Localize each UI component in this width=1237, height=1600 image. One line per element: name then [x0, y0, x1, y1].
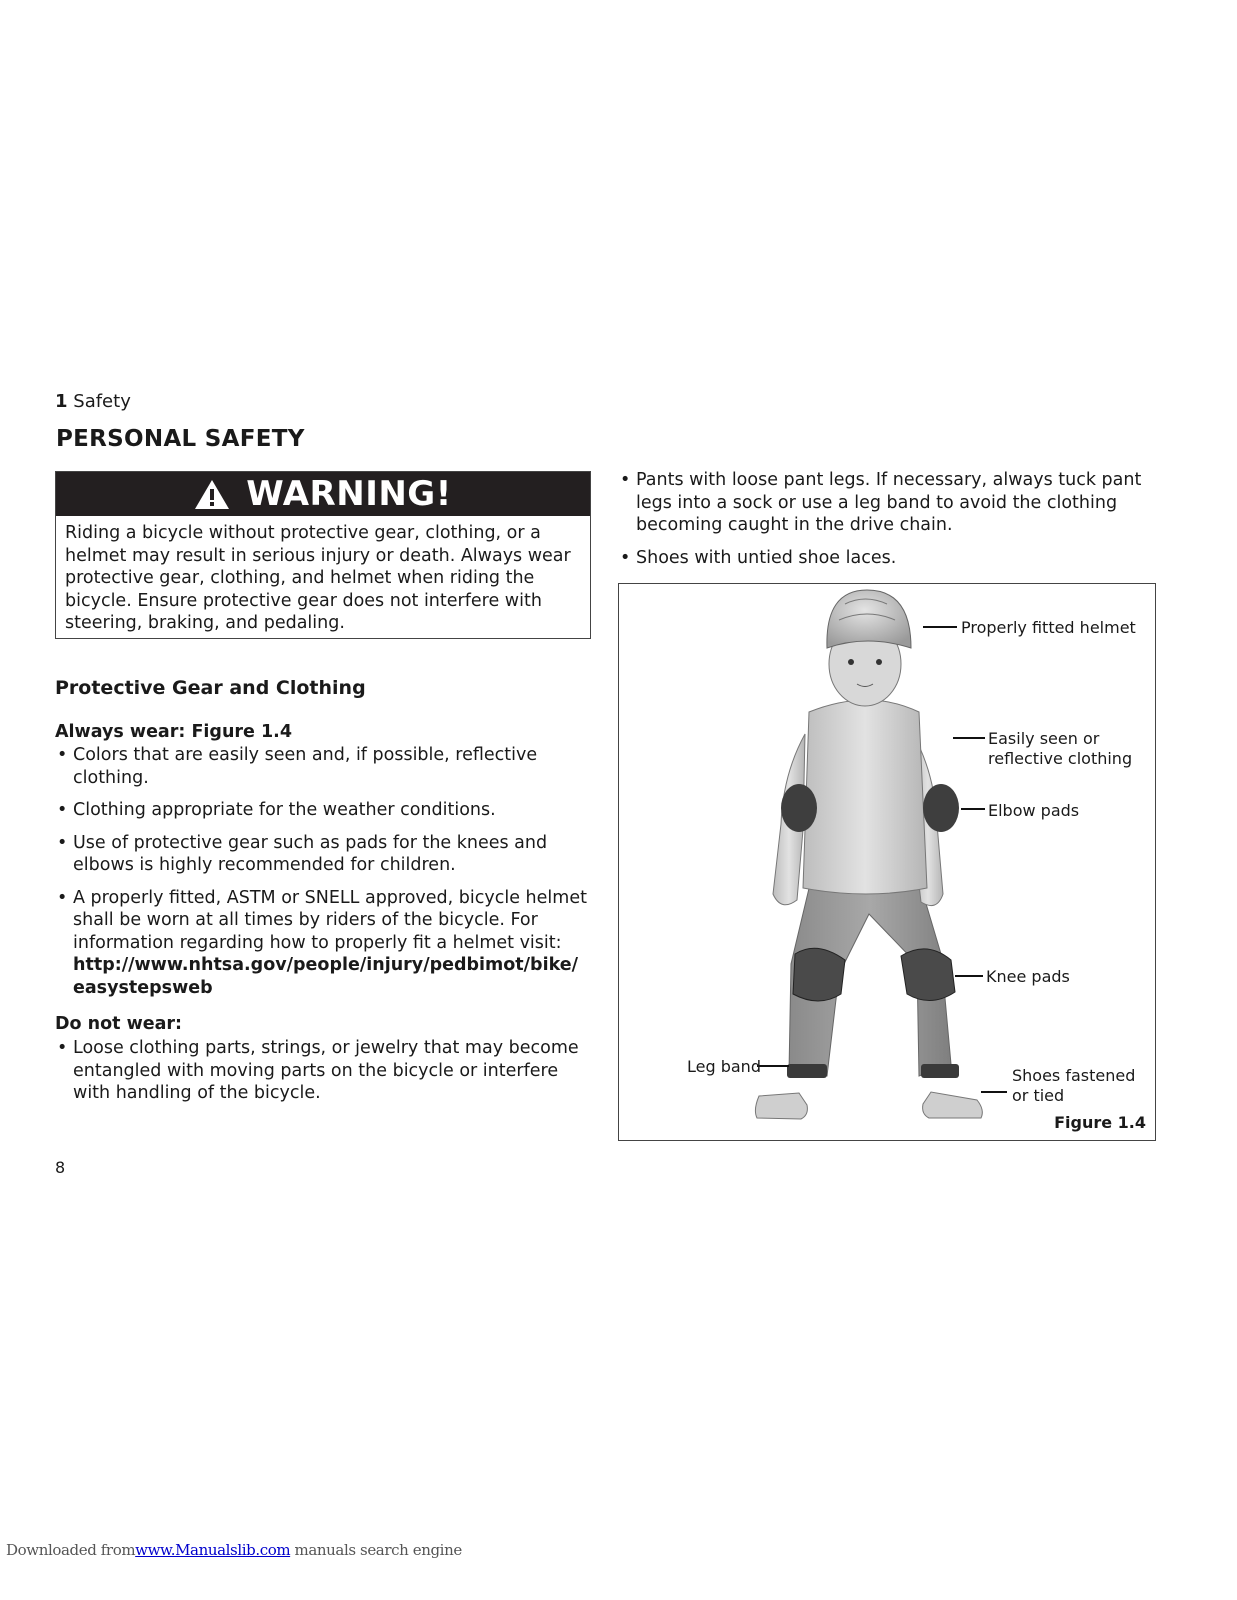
warning-label: WARNING!	[246, 474, 452, 514]
label-shoes: Shoes fastened or tied	[1012, 1066, 1136, 1105]
label-helmet: Properly fitted helmet	[961, 618, 1136, 637]
do-not-wear-label: Do not wear:	[55, 1014, 183, 1034]
warning-triangle-icon	[194, 479, 230, 510]
page-title: PERSONAL SAFETY	[56, 426, 305, 452]
always-wear-label: Always wear: Figure 1.4	[55, 722, 292, 742]
list-item: • Colors that are easily seen and, if possible, reflective clothing.	[57, 745, 538, 788]
list-item: • Shoes with untied shoe laces.	[620, 547, 897, 568]
figure-1-4	[618, 583, 1156, 1141]
manualslib-link[interactable]: www.Manualslib.com	[135, 1541, 291, 1559]
list-item: • A properly fitted, ASTM or SNELL approved, bicycle helmet shall be worn at all times by riders of the bicycle. For information regarding how to properly fit a helmet visit: http://www.nhtsa.gov/people/injury/pedbimot/bike/ easystepsweb	[55, 887, 595, 1000]
list-item: • Pants with loose pant legs. If necessary, always tuck pant legs into a sock or use a leg band to avoid the clothing becoming caught in the drive chain.	[620, 470, 1142, 535]
do-not-wear-list-continued	[618, 469, 1158, 579]
page-number: 8	[55, 1158, 66, 1177]
label-knee-pads: Knee pads	[986, 967, 1070, 986]
helmet-fit-link[interactable]: http://www.nhtsa.gov/people/injury/pedbimot/bike/ easystepsweb	[73, 955, 578, 998]
label-elbow-pads: Elbow pads	[988, 801, 1080, 820]
warning-box	[55, 471, 591, 639]
footer: Downloaded fromwww.Manualslib.com manuals search engine	[6, 1541, 462, 1559]
list-item: • Clothing appropriate for the weather conditions.	[57, 800, 496, 820]
figure-caption: Figure 1.4	[1054, 1113, 1146, 1132]
do-not-wear-list	[55, 1037, 595, 1115]
warning-header	[56, 472, 590, 516]
section-label: 1 Safety	[55, 391, 131, 412]
warning-text: Riding a bicycle without protective gear, clothing, or a helmet may result in serious injury or death. Always wear protective gear, clothing, and helmet when riding the bicycle. Ensure protective gear does not interfere with steering, braking, and pedaling.	[65, 523, 571, 633]
list-item: • Loose clothing parts, strings, or jewelry that may become entangled with moving parts on the bicycle or interfere with handling of the bicycle.	[57, 1038, 579, 1103]
section-heading: Protective Gear and Clothing	[55, 677, 366, 699]
always-wear-list	[55, 744, 595, 1009]
label-clothing: Easily seen or reflective clothing	[988, 729, 1133, 768]
label-leg-band: Leg band	[687, 1057, 761, 1076]
list-item: • Use of protective gear such as pads for the knees and elbows is highly recommended for children.	[57, 832, 548, 875]
